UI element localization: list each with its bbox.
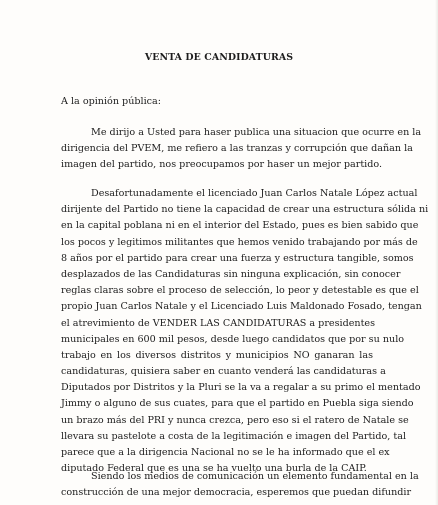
paragraph-line: Diputados por Distritos y la Pluri se la va a regalar a su primo el mentado — [61, 382, 421, 394]
paragraph-line: trabajo en los diversos distritos y municipios NO ganaran las — [61, 349, 373, 361]
paragraph-line: municipales en 600 mil pesos, desde luego candidatos que por su nulo — [61, 333, 405, 345]
paragraph-line: Jimmy o alguno de sus cuates, para que el partido en Puebla siga siendo — [61, 398, 414, 410]
paragraph-1 — [61, 125, 422, 174]
paragraph-line: un brazo más del PRI y nunca crezca, pero eso si el ratero de Natale se — [61, 414, 409, 426]
paragraph-line: imagen del partido, nos preocupamos por haser un mejor partido. — [61, 159, 383, 171]
paragraph-line: el atrevimiento de VENDER LAS CANDIDATURAS a presidentes — [61, 317, 376, 329]
paragraph-line: Desafortunadamente el licenciado Juan Carlos Natale López actual — [91, 188, 418, 199]
paragraph-line: parece que a la dirigencia Nacional no se le ha informado que el ex — [61, 447, 390, 458]
paragraph-line: llevara su pastelote a costa de la legitimación e imagen del Partido, tal — [61, 430, 407, 442]
paragraph-line: diputado Federal que es una se ha vuelto una burla de la CAIP. — [61, 463, 367, 475]
document-title: VENTA DE CANDIDATURAS — [144, 52, 294, 63]
paragraph-line: los pocos y legitimos militantes que hemos venido trabajando por más de — [61, 236, 418, 248]
paragraph-line: candidaturas, quisiera saber en cuanto venderá las candidaturas a — [61, 366, 386, 378]
paragraph-line: en la capital poblana ni en el interior del Estado, pues es bien sabido que — [61, 220, 419, 232]
salutation: A la opinión pública: — [61, 96, 161, 107]
paragraph-line: dirijente del Partido no tiene la capacidad de crear una estructura sólida ni — [61, 204, 429, 216]
paragraph-line: reglas claras sobre el proceso de selección, lo peor y detestable es que el — [61, 285, 419, 297]
paragraph-line: propio Juan Carlos Natale y el Licenciado Luis Maldonado Fosado, tengan — [61, 301, 422, 313]
paragraph-line: construcción de una mejor democracia, esperemos que puedan difundir — [61, 487, 412, 499]
paragraph-line: 8 años por el partido para crear una fuerza y estructura tangible, somos — [61, 252, 414, 264]
paragraph-line: dirigencia del PVEM, me refiero a las tranzas y corrupción que dañan la — [61, 143, 413, 155]
paragraph-line: desplazados de las Candidaturas sin ninguna explicación, sin conocer — [61, 268, 401, 280]
paragraph-3 — [61, 469, 419, 501]
paragraph-line: Me dirijo a Usted para haser publica una situacion que ocurre en la — [91, 127, 422, 138]
paragraph-line: Siendo los medios de comunicación un elemento fundamental en la — [91, 471, 419, 482]
